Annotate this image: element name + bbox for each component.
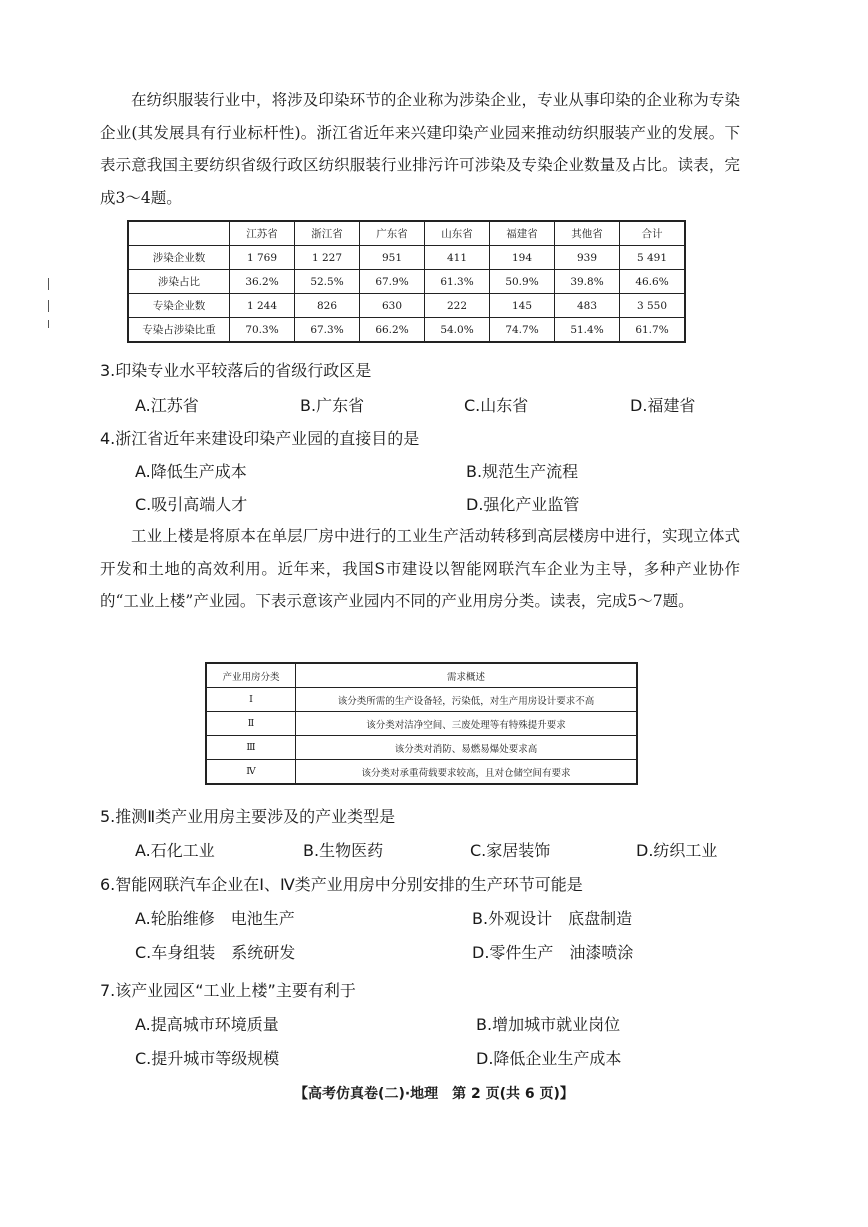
table-cell: 50.9% xyxy=(490,270,555,294)
question-7-option-d[interactable]: D.降低企业生产成本 xyxy=(476,1049,622,1068)
question-4-option-c[interactable]: C.吸引高端人才 xyxy=(135,495,248,514)
intro-paragraph-2: 工业上楼是将原本在单层厂房中进行的工业生产活动转移到高层楼房中进行，实现立体式开发和土地的高效利用。近年来，我国S市建设以智能网联汽车企业为主导，多种产业协作的“工业上楼”产业园。下表示意该产业园内不同的产业用房分类。读表，完成5～7题。 xyxy=(100,527,740,610)
table-row xyxy=(128,270,685,294)
table-row xyxy=(206,736,637,760)
table-cell: 52.5% xyxy=(295,270,360,294)
table-header-row xyxy=(128,221,685,246)
question-3-option-c[interactable]: C.山东省 xyxy=(464,396,529,415)
table-cell: Ⅲ xyxy=(206,736,296,760)
question-5-option-c[interactable]: C.家居装饰 xyxy=(470,841,551,860)
table-header-cell: 山东省 xyxy=(425,221,490,246)
table-row xyxy=(128,294,685,318)
table-header-cell xyxy=(128,221,230,246)
question-7-option-a[interactable]: A.提高城市环境质量 xyxy=(135,1015,279,1034)
page-footer: 【高考仿真卷(二)·地理 第 2 页(共 6 页)】 xyxy=(294,1086,574,1102)
table-header-cell: 江苏省 xyxy=(230,221,295,246)
table-cell: Ⅳ xyxy=(206,760,296,785)
table-cell: 3 550 xyxy=(620,294,686,318)
table-cell: 1 244 xyxy=(230,294,295,318)
question-6-stem: 6.智能网联汽车企业在Ⅰ、Ⅳ类产业用房中分别安排的生产环节可能是 xyxy=(100,875,583,894)
table-cell: 74.7% xyxy=(490,318,555,343)
table-cell: 61.3% xyxy=(425,270,490,294)
question-3-option-d[interactable]: D.福建省 xyxy=(630,396,696,415)
question-6-option-a[interactable]: A.轮胎维修 电池生产 xyxy=(135,909,295,928)
table-cell: 951 xyxy=(360,246,425,270)
question-6-option-b[interactable]: B.外观设计 底盘制造 xyxy=(472,909,633,928)
question-5-stem: 5.推测Ⅱ类产业用房主要涉及的产业类型是 xyxy=(100,807,396,826)
table-header-cell: 浙江省 xyxy=(295,221,360,246)
question-4-option-a[interactable]: A.降低生产成本 xyxy=(135,462,247,481)
table-header-cell: 其他省 xyxy=(555,221,620,246)
table-cell: 该分类对消防、易燃易爆处要求高 xyxy=(296,736,638,760)
table-cell: 826 xyxy=(295,294,360,318)
table-cell: 该分类所需的生产设备轻，污染低，对生产用房设计要求不高 xyxy=(296,688,638,712)
table-cell: 46.6% xyxy=(620,270,686,294)
table-cell: 145 xyxy=(490,294,555,318)
table-cell: 涉染企业数 xyxy=(128,246,230,270)
table-cell: 39.8% xyxy=(555,270,620,294)
table-cell: 专染企业数 xyxy=(128,294,230,318)
table-cell: Ⅱ xyxy=(206,712,296,736)
table-row xyxy=(206,760,637,785)
building-class-table xyxy=(205,662,638,785)
table-row xyxy=(128,246,685,270)
table-cell: 411 xyxy=(425,246,490,270)
table-cell: 该分类对承重荷载要求较高，且对仓储空间有要求 xyxy=(296,760,638,785)
question-3-option-b[interactable]: B.广东省 xyxy=(300,396,365,415)
table-row xyxy=(128,318,685,343)
table-cell: 1 769 xyxy=(230,246,295,270)
table-cell: 222 xyxy=(425,294,490,318)
table-header-cell: 福建省 xyxy=(490,221,555,246)
table-cell: Ⅰ xyxy=(206,688,296,712)
question-7-option-c[interactable]: C.提升城市等级规模 xyxy=(135,1049,280,1068)
table-cell: 54.0% xyxy=(425,318,490,343)
table-cell: 该分类对洁净空间、三废处理等有特殊提升要求 xyxy=(296,712,638,736)
margin-mark xyxy=(48,300,49,312)
question-7-stem: 7.该产业园区“工业上楼”主要有利于 xyxy=(100,981,356,1000)
table-cell: 70.3% xyxy=(230,318,295,343)
table-header-cell: 广东省 xyxy=(360,221,425,246)
question-4-option-b[interactable]: B.规范生产流程 xyxy=(466,462,579,481)
question-3-stem: 3.印染专业水平较落后的省级行政区是 xyxy=(100,361,372,380)
question-6-option-d[interactable]: D.零件生产 油漆喷涂 xyxy=(472,943,634,962)
table-cell: 483 xyxy=(555,294,620,318)
table-row xyxy=(206,688,637,712)
table-cell: 939 xyxy=(555,246,620,270)
table-cell: 61.7% xyxy=(620,318,686,343)
question-5-option-a[interactable]: A.石化工业 xyxy=(135,841,215,860)
enterprise-table xyxy=(127,220,686,343)
intro-paragraph-1: 在纺织服装行业中，将涉及印染环节的企业称为涉染企业，专业从事印染的企业称为专染企业(其发展具有行业标杆性)。浙江省近年来兴建印染产业园来推动纺织服装产业的发展。下表示意我国主要纺织省级行政区纺织服装行业排污许可涉染及专染企业数量及占比。读表，完成3～4题。 xyxy=(100,91,740,207)
margin-mark xyxy=(48,320,49,328)
margin-mark xyxy=(48,278,49,290)
question-4-option-d[interactable]: D.强化产业监管 xyxy=(466,495,580,514)
table-cell: 51.4% xyxy=(555,318,620,343)
table-cell: 36.2% xyxy=(230,270,295,294)
question-7-option-b[interactable]: B.增加城市就业岗位 xyxy=(476,1015,621,1034)
table-cell: 67.9% xyxy=(360,270,425,294)
table-cell: 1 227 xyxy=(295,246,360,270)
question-5-option-d[interactable]: D.纺织工业 xyxy=(636,841,718,860)
table-cell: 涉染占比 xyxy=(128,270,230,294)
table-header-cell: 需求概述 xyxy=(296,663,638,688)
table-cell: 专染占涉染比重 xyxy=(128,318,230,343)
question-6-option-c[interactable]: C.车身组装 系统研发 xyxy=(135,943,296,962)
table-header-cell: 产业用房分类 xyxy=(206,663,296,688)
table-row xyxy=(206,712,637,736)
table-cell: 194 xyxy=(490,246,555,270)
table-cell: 67.3% xyxy=(295,318,360,343)
table-cell: 66.2% xyxy=(360,318,425,343)
table-cell: 630 xyxy=(360,294,425,318)
table-header-cell: 合计 xyxy=(620,221,686,246)
question-4-stem: 4.浙江省近年来建设印染产业园的直接目的是 xyxy=(100,429,420,448)
table-header-row xyxy=(206,663,637,688)
table-cell: 5 491 xyxy=(620,246,686,270)
question-3-option-a[interactable]: A.江苏省 xyxy=(135,396,199,415)
question-5-option-b[interactable]: B.生物医药 xyxy=(303,841,384,860)
